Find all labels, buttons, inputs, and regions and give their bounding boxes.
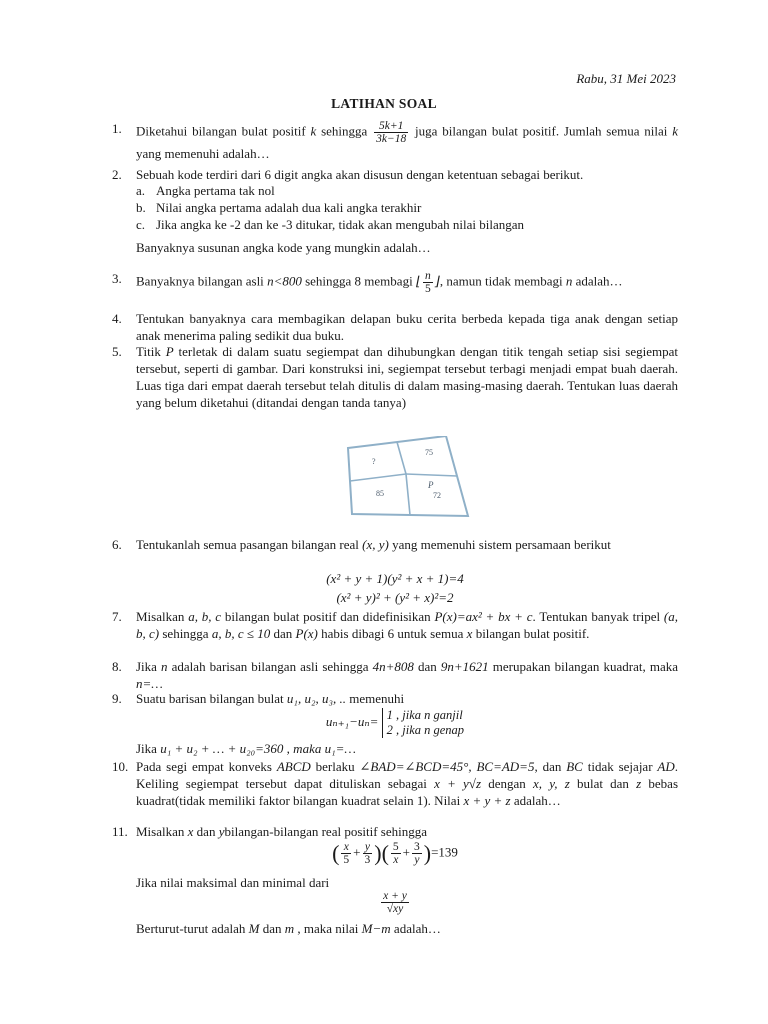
question-8 (112, 658, 678, 692)
equation-1: (x² + y + 1)(y² + x + 1)=4 (326, 571, 464, 586)
document-date: Rabu, 31 Mei 2023 (576, 71, 676, 86)
question-9-closing: Jika u₁ + u₂ + … + u₂₀=360 , maka u₁=… (136, 741, 356, 756)
question-9 (112, 690, 678, 707)
list-item: c. Jika angka ke -2 dan ke -3 ditukar, tidak akan mengubah nilai bilangan (136, 217, 525, 232)
question-text: Misalkan a, b, c bilangan bulat positif dan didefinisikan P(x)=ax² + bx + c. Tentukan banyak tripel (a, b, c) sehingga a, b, c ≤ 10 dan P(x) habis dibagi 6 untuk semua x bilangan bulat positif. (136, 609, 678, 641)
question-1 (112, 120, 678, 162)
region-unknown-label: ? (372, 457, 376, 466)
question-text: Banyaknya bilangan asli n<800 sehingga 8 membagi ⌊ $\frac{n}{5}$ ⌋, namun tidak membagi n adalah… (136, 270, 623, 295)
fraction: $\frac{5k+1}{3k-18}$ (376, 120, 407, 145)
question-number: 10. (112, 759, 129, 774)
question-number: 11. (112, 824, 128, 839)
question-11 (112, 823, 678, 840)
piecewise-cases: 1 , jika n ganjil 2 , jika n genap (382, 708, 464, 738)
list-item: b. Nilai angka pertama adalah dua kali angka terakhir (136, 200, 422, 215)
question-3 (112, 270, 678, 295)
question-11-closing: Berturut-turut adalah M dan m , maka nilai M−m adalah… (136, 921, 441, 936)
region-72-label: 72 (433, 491, 441, 500)
question-number: 8. (112, 659, 122, 674)
question-text: Tentukan banyaknya cara membagikan delapan buku cerita berbeda kepada tiga anak dengan setiap anak menerima paling sedikit dua buku. (136, 311, 678, 343)
question-2-closing: Banyaknya susunan angka kode yang mungkin adalah… (136, 240, 431, 255)
question-text: Tentukanlah semua pasangan bilangan real (x, y) yang memenuhi sistem persamaan berikut (136, 537, 611, 552)
question-text: Sebuah kode terdiri dari 6 digit angka akan disusun dengan ketentuan sebagai berikut. (136, 167, 584, 182)
question-number: 5. (112, 344, 122, 359)
question-2 (112, 166, 678, 183)
floor-fraction: $\frac{n}{5}$ (425, 270, 431, 295)
ratio-expression: $\frac{x + y}{√xy}$ (383, 890, 407, 915)
question-number: 6. (112, 537, 122, 552)
list-item: a. Angka pertama tak nol (136, 183, 275, 198)
recurrence-equation: uₙ₊₁−uₙ= 1 , jika n ganjil 2 , jika n genap (325, 708, 465, 737)
question-4 (112, 310, 678, 344)
question-number: 9. (112, 691, 122, 706)
question-text: Diketahui bilangan bulat positif k sehingga $\frac{5k+1}{3k-18}$ juga bilangan bulat positif. Jumlah semua nilai k yang memenuhi adalah… (136, 120, 679, 161)
question-number: 1. (112, 121, 122, 136)
question-number: 2. (112, 167, 122, 182)
quadrilateral-figure (342, 436, 470, 518)
question-text: Misalkan x dan ybilangan-bilangan real positif sehingga (136, 824, 428, 839)
question-number: 3. (112, 271, 122, 286)
point-p-label: P (428, 480, 434, 490)
question-text: Jika n adalah barisan bilangan asli sehingga 4n+808 dan 9n+1621 merupakan bilangan kuadrat, maka n=… (136, 659, 678, 691)
question-10 (112, 758, 678, 809)
document-title: LATIHAN SOAL (331, 96, 437, 111)
region-85-label: 85 (376, 489, 384, 498)
question-7 (112, 608, 678, 642)
question-5 (112, 343, 678, 411)
question-text: Titik P terletak di dalam suatu segiempat dan dihubungkan dengan titik tengah setiap sisi segiempat tersebut, seperti di gambar. Dari konstruksi ini, segiempat tersebut terbagi menjadi empat buah daerah. Luas tiga dari empat daerah tersebut telah ditulis di dalam masing-masing daerah. Tentukan luas daerah yang belum diketahui (ditandai dengan tanda tanya) (136, 344, 678, 410)
question-text: Suatu barisan bilangan bulat u₁, u₂, u₃, .. memenuhi (136, 691, 405, 706)
question-number: 4. (112, 311, 122, 326)
question-11-line: Jika nilai maksimal dan minimal dari (136, 875, 330, 890)
equation-2: (x² + y)² + (y² + x)²=2 (336, 590, 454, 605)
question-6 (112, 536, 678, 553)
question-number: 7. (112, 609, 122, 624)
region-75-label: 75 (425, 448, 433, 457)
question-text: Pada segi empat konveks ABCD berlaku ∠BAD=∠BCD=45°, BC=AD=5, dan BC tidak sejajar AD. Keliling segiempat tersebut dapat dituliskan sebagai x + y√z dengan x, y, z bulat dan z bebas kuadrat(tidak memiliki faktor bilangan kuadrat selain 1). Nilai x + y + z adalah… (136, 759, 679, 808)
product-equation: ( $\frac{x}{5}$ + $\frac{y}{3}$ )( $\frac{5}{x}$ + $\frac{3}{y}$ )=139 (332, 840, 458, 866)
